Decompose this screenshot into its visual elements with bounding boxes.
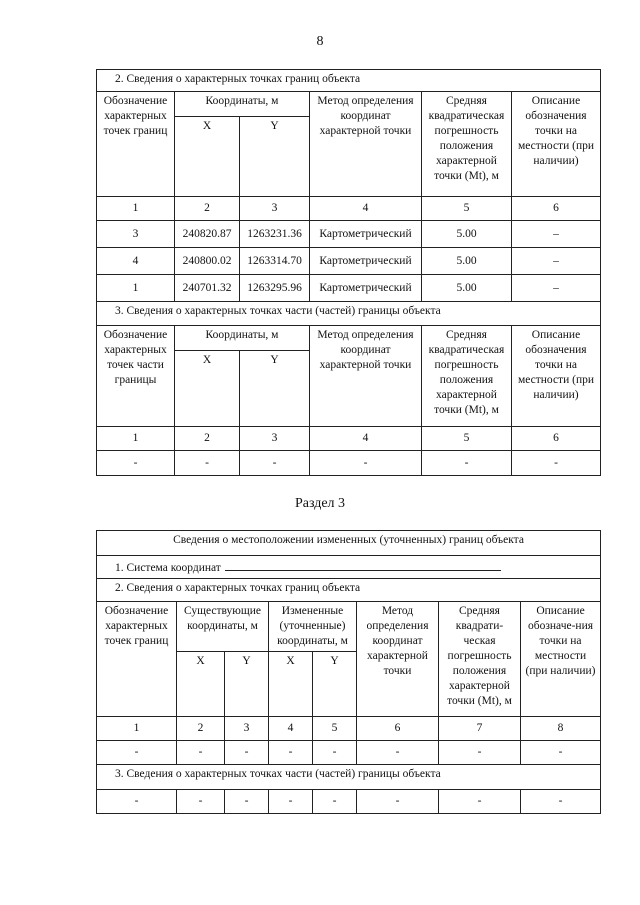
table-cell: - <box>269 790 313 814</box>
column-header: Средняя квадратическая погрешность положения характерной точки (Mt), м <box>422 326 512 427</box>
table-cell: 240701.32 <box>175 275 240 302</box>
table-row <box>97 741 601 765</box>
column-header: Координаты, м <box>175 92 310 117</box>
page-number: 8 <box>316 34 324 49</box>
boundary-points-table <box>96 69 601 476</box>
table-cell: Картометрический <box>310 248 422 275</box>
table-cell: - <box>97 790 177 814</box>
table-cell: - <box>225 741 269 765</box>
table-cell: 5.00 <box>422 221 512 248</box>
column-header: Y <box>313 652 357 717</box>
table-cell: - <box>269 741 313 765</box>
column-number: 4 <box>310 427 422 451</box>
column-number: 8 <box>521 717 601 741</box>
column-header: Обозначение характерных точек части границы <box>97 326 175 427</box>
table-cell: - <box>521 741 601 765</box>
table-cell: Картометрический <box>310 221 422 248</box>
table-row <box>97 275 601 302</box>
column-number: 7 <box>439 717 521 741</box>
column-number: 3 <box>240 197 310 221</box>
table-cell: 4 <box>97 248 175 275</box>
table-cell: – <box>512 221 601 248</box>
column-number: 6 <box>357 717 439 741</box>
table-cell: 1263295.96 <box>240 275 310 302</box>
section-caption: 3. Сведения о характерных точках части (частей) границы объекта <box>97 765 601 790</box>
coordinate-system-label: 1. Система координат <box>115 562 221 574</box>
column-header: Средняя квадрати-ческая погрешность положения характерной точки (Mt), м <box>439 602 521 717</box>
column-header: Описание обозначения точки на местности (при наличии) <box>512 92 601 197</box>
column-number: 1 <box>97 197 175 221</box>
table-cell: - <box>512 451 601 476</box>
column-header: Описание обозначения точки на местности (при наличии) <box>512 326 601 427</box>
column-number: 5 <box>313 717 357 741</box>
table-cell: Картометрический <box>310 275 422 302</box>
column-header: Измененные (уточненные) координаты, м <box>269 602 357 652</box>
coordinate-system-row <box>97 556 601 579</box>
table-cell: - <box>422 451 512 476</box>
column-header: Существующие координаты, м <box>177 602 269 652</box>
table-cell: – <box>512 275 601 302</box>
column-number: 1 <box>97 427 175 451</box>
column-number: 4 <box>310 197 422 221</box>
column-header: Y <box>225 652 269 717</box>
table-cell: - <box>177 790 225 814</box>
section-caption: 2. Сведения о характерных точках границ объекта <box>97 579 601 602</box>
table-row <box>97 790 601 814</box>
column-number: 2 <box>177 717 225 741</box>
table-cell: 240800.02 <box>175 248 240 275</box>
table-row <box>97 248 601 275</box>
table-cell: - <box>357 790 439 814</box>
table-cell: - <box>313 741 357 765</box>
column-header: Y <box>240 351 310 427</box>
column-header: X <box>175 351 240 427</box>
table-cell: - <box>357 741 439 765</box>
table-cell: - <box>177 741 225 765</box>
column-number: 4 <box>269 717 313 741</box>
column-number: 2 <box>175 197 240 221</box>
column-header: Метод определения координат характерной точки <box>310 326 422 427</box>
column-header: Y <box>240 117 310 197</box>
column-header: Метод определения координат характерной точки <box>310 92 422 197</box>
table-cell: - <box>175 451 240 476</box>
table-row <box>97 221 601 248</box>
table-cell: - <box>521 790 601 814</box>
table-row <box>97 451 601 476</box>
column-header: Средняя квадратическая погрешность положения характерной точки (Mt), м <box>422 92 512 197</box>
table-cell: 1 <box>97 275 175 302</box>
table-cell: - <box>439 741 521 765</box>
table-cell: - <box>310 451 422 476</box>
table-cell: – <box>512 248 601 275</box>
column-number: 5 <box>422 197 512 221</box>
coordinate-system-blank <box>225 558 501 571</box>
column-number: 2 <box>175 427 240 451</box>
column-header: Обозначение характерных точек границ <box>97 602 177 717</box>
column-header: Метод определения координат характерной точки <box>357 602 439 717</box>
column-number: 3 <box>240 427 310 451</box>
section-caption: 2. Сведения о характерных точках границ объекта <box>97 70 601 92</box>
column-number: 3 <box>225 717 269 741</box>
table-cell: 240820.87 <box>175 221 240 248</box>
column-header: X <box>177 652 225 717</box>
table-cell: 1263314.70 <box>240 248 310 275</box>
table-cell: 5.00 <box>422 248 512 275</box>
column-header: Описание обозначе-ния точки на местности (при наличии) <box>521 602 601 717</box>
table-cell: 5.00 <box>422 275 512 302</box>
table-cell: - <box>439 790 521 814</box>
table-cell: 3 <box>97 221 175 248</box>
column-header: Координаты, м <box>175 326 310 351</box>
table-title: Сведения о местоположении измененных (уточненных) границ объекта <box>97 531 601 556</box>
table-cell: - <box>97 741 177 765</box>
table-cell: 1263231.36 <box>240 221 310 248</box>
column-header: Обозначение характерных точек границ <box>97 92 175 197</box>
column-number: 6 <box>512 197 601 221</box>
table-cell: - <box>97 451 175 476</box>
column-header: X <box>269 652 313 717</box>
column-number: 1 <box>97 717 177 741</box>
column-header: X <box>175 117 240 197</box>
section-caption: 3. Сведения о характерных точках части (частей) границы объекта <box>97 302 601 326</box>
table-cell: - <box>313 790 357 814</box>
column-number: 6 <box>512 427 601 451</box>
table-cell: - <box>225 790 269 814</box>
table-cell: - <box>240 451 310 476</box>
changed-boundaries-table <box>96 530 601 814</box>
section-title: Раздел 3 <box>294 496 346 511</box>
column-number: 5 <box>422 427 512 451</box>
